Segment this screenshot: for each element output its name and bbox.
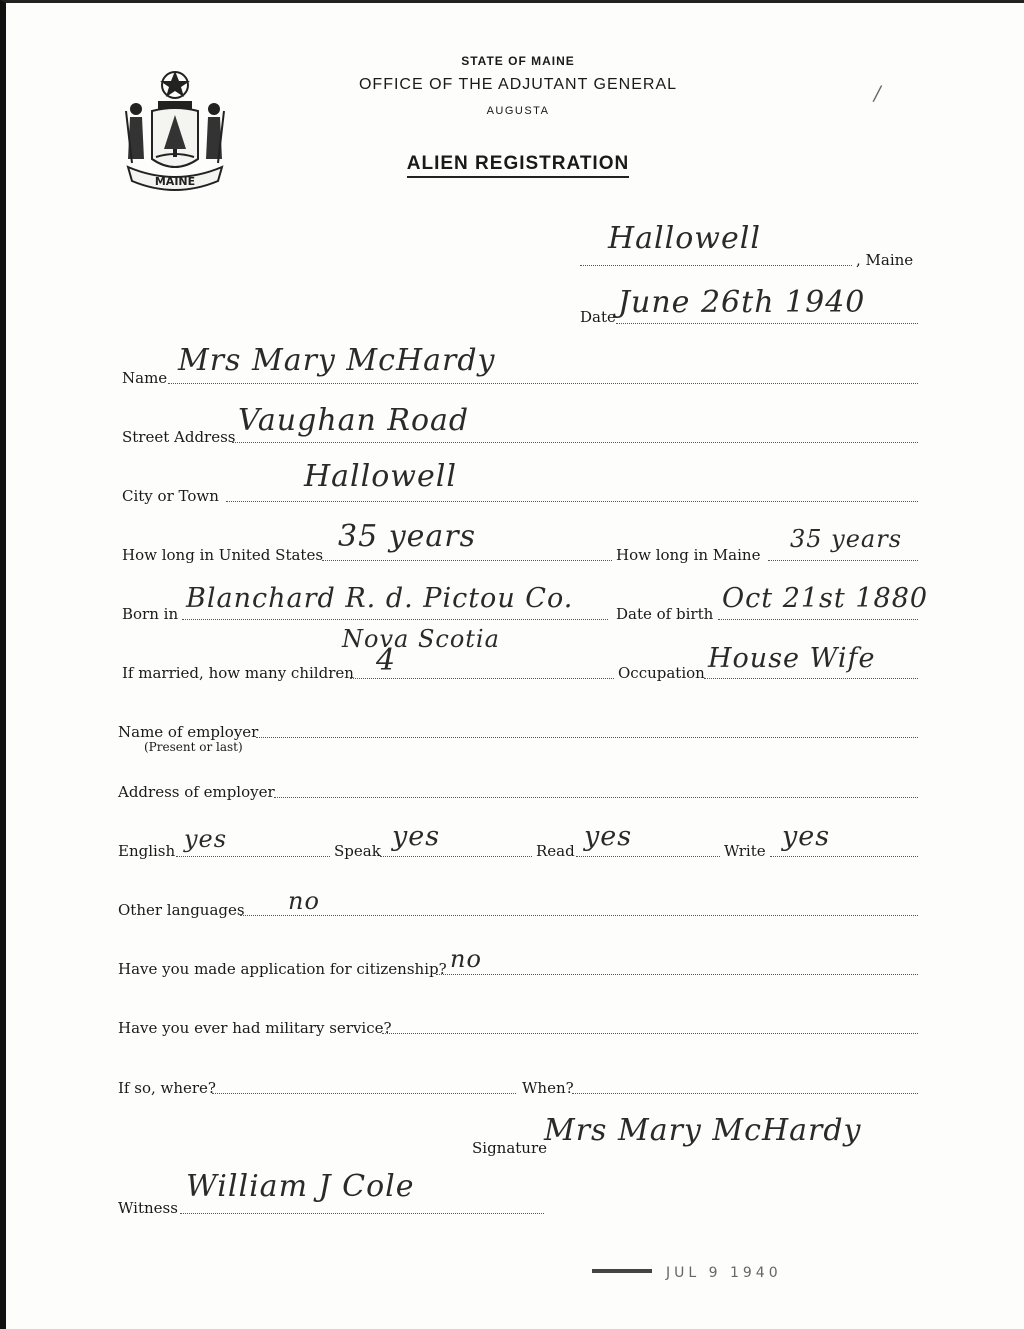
- other-languages-label: Other languages: [118, 901, 245, 919]
- employer-sublabel: (Present or last): [144, 740, 243, 754]
- read-line: [576, 856, 720, 857]
- signature-label: Signature: [472, 1139, 548, 1157]
- form-title: [6, 153, 1024, 175]
- date-of-birth-label: Date of birth: [616, 605, 714, 623]
- how-long-us-line: [322, 560, 612, 561]
- city-value[interactable]: Hallowell: [304, 459, 457, 494]
- date-label: Date: [580, 308, 616, 326]
- state-heading: STATE OF MAINE: [461, 54, 575, 68]
- occupation-line: [704, 678, 918, 679]
- read-value[interactable]: yes: [584, 821, 633, 852]
- employer-line[interactable]: [256, 737, 918, 738]
- street-line: [232, 442, 918, 443]
- street-value[interactable]: Vaughan Road: [238, 403, 470, 438]
- city-line: [226, 501, 918, 502]
- town-line: [580, 265, 852, 266]
- witness-label: Witness: [118, 1199, 178, 1217]
- town-value[interactable]: Hallowell: [608, 221, 761, 256]
- how-long-us-label: How long in United States: [122, 546, 324, 564]
- english-value[interactable]: yes: [184, 825, 228, 853]
- write-value[interactable]: yes: [782, 821, 831, 852]
- city-heading: AUGUSTA: [486, 105, 550, 117]
- military-line[interactable]: [382, 1033, 918, 1034]
- corner-mark: /: [874, 81, 881, 105]
- date-value[interactable]: June 26th 1940: [618, 285, 866, 320]
- other-languages-line: [240, 915, 918, 916]
- witness-value[interactable]: William J Cole: [186, 1169, 415, 1204]
- when-line[interactable]: [572, 1093, 918, 1094]
- how-long-us-value[interactable]: 35 years: [338, 519, 477, 554]
- date-of-birth-line: [718, 619, 918, 620]
- seal-lettering: MAINE: [154, 175, 196, 188]
- occupation-value[interactable]: House Wife: [708, 643, 876, 674]
- town-suffix: , Maine: [856, 251, 914, 269]
- where-line[interactable]: [212, 1093, 516, 1094]
- name-line: [168, 383, 918, 384]
- employer-address-line[interactable]: [274, 797, 918, 798]
- date-of-birth-value[interactable]: Oct 21st 1880: [722, 583, 929, 614]
- read-label: Read: [536, 842, 575, 860]
- how-long-maine-value[interactable]: 35 years: [790, 525, 903, 553]
- citizenship-line: [436, 974, 918, 975]
- citizenship-value[interactable]: no: [450, 945, 482, 973]
- where-label: If so, where?: [118, 1079, 216, 1097]
- write-label: Write: [724, 842, 766, 860]
- born-in-value[interactable]: Blanchard R. d. Pictou Co.: [186, 583, 574, 614]
- children-line: [350, 678, 614, 679]
- occupation-label: Occupation: [618, 664, 705, 682]
- military-label: Have you ever had military service?: [118, 1019, 392, 1037]
- born-in-value-2[interactable]: Nova Scotia: [342, 625, 500, 653]
- speak-line: [380, 856, 532, 857]
- children-value[interactable]: 4: [376, 643, 397, 678]
- born-in-label: Born in: [122, 605, 179, 623]
- how-long-maine-label: How long in Maine: [616, 546, 761, 564]
- born-in-line: [182, 619, 608, 620]
- name-label: Name: [122, 369, 168, 387]
- write-line: [770, 856, 918, 857]
- speak-value[interactable]: yes: [392, 821, 441, 852]
- english-line: [176, 856, 330, 857]
- stamp-mark: [592, 1269, 652, 1273]
- signature-value[interactable]: Mrs Mary McHardy: [544, 1113, 862, 1148]
- witness-line: [180, 1213, 544, 1214]
- speak-label: Speak: [334, 842, 381, 860]
- office-heading: OFFICE OF THE ADJUTANT GENERAL: [358, 76, 678, 93]
- citizenship-label: Have you made application for citizenship?: [118, 960, 447, 978]
- other-languages-value[interactable]: no: [288, 887, 320, 915]
- children-label: If married, how many children: [122, 664, 354, 682]
- name-value[interactable]: Mrs Mary McHardy: [178, 343, 496, 378]
- employer-address-label: Address of employer: [118, 783, 275, 801]
- when-label: When?: [522, 1079, 574, 1097]
- street-label: Street Address: [122, 428, 236, 446]
- how-long-maine-line: [768, 560, 918, 561]
- form-title-text: ALIEN REGISTRATION: [407, 153, 629, 178]
- received-stamp: JUL 9 1940: [666, 1265, 782, 1281]
- date-line: [616, 323, 918, 324]
- english-label: English: [118, 842, 176, 860]
- employer-label: Name of employer: [118, 723, 259, 741]
- city-label: City or Town: [122, 487, 219, 505]
